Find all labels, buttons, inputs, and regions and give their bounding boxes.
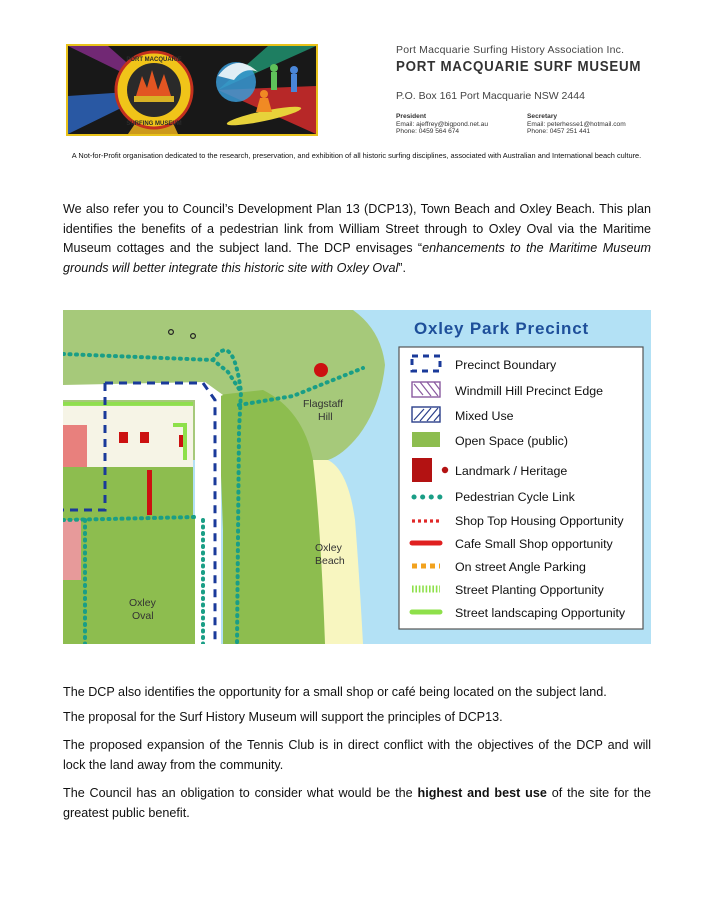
road-vertical xyxy=(195,395,221,644)
label-flagstaff-line1: Flagstaff xyxy=(303,398,344,410)
hatched-parcel-top xyxy=(63,425,87,467)
legend-label-angle-parking: On street Angle Parking xyxy=(455,560,586,574)
legend-label-shop-top-housing: Shop Top Housing Opportunity xyxy=(455,514,624,528)
paragraph-support-dcp13: The proposal for the Surf History Museum will support the principles of DCP13. xyxy=(63,710,503,724)
heritage-building-2 xyxy=(140,432,149,443)
legend-label-pedestrian-link: Pedestrian Cycle Link xyxy=(455,490,575,504)
legend-swatch-landmark-dot xyxy=(442,467,448,473)
president-phone: Phone: 0459 564 674 xyxy=(396,128,460,136)
legend-swatch-landmark xyxy=(412,458,432,482)
paragraph-dcp13-text: We also refer you to Council’s Development Plan 13 (DCP13), Town Beach and Oxley Beach. This plan identifies the benefits of a pedestrian link from William Street through to Oxley Oval via the Maritime Museum cottages and the subject land. The DCP envisages “ xyxy=(63,202,651,256)
logo-text-top: PORT MACQUARIE xyxy=(126,57,182,63)
label-flagstaff-line2: Hill xyxy=(318,411,333,423)
organisation-tagline: A Not-for-Profit organisation dedicated to the research, preservation, and exhibition of all historic surfing disciplines, associated with Australian and International beach culture. xyxy=(71,151,642,160)
legend-label-windmill-edge: Windmill Hill Precinct Edge xyxy=(455,384,604,398)
president-email: Email: ajeffrey@bigpond.net.au xyxy=(396,120,488,128)
postal-address: P.O. Box 161 Port Macquarie NSW 2444 xyxy=(396,90,585,102)
legend-label-mixed-use: Mixed Use xyxy=(455,409,514,423)
street-planting-strip xyxy=(63,402,193,406)
legend-label-cafe-shop: Cafe Small Shop opportunity xyxy=(455,537,613,551)
flagstaff-landmark xyxy=(314,363,328,377)
secretary-contact xyxy=(527,113,626,136)
paragraph-tennis-club-conflict: The proposed expansion of the Tennis Club is in direct conflict with the objectives of the DCP and will lock the land away from the community. xyxy=(63,738,651,772)
label-beach-line1: Oxley xyxy=(315,542,342,554)
paragraph-dcp13-end: ”. xyxy=(398,260,406,275)
org-name: Port Macquarie Surfing History Association Inc. xyxy=(396,44,625,56)
label-oval-line1: Oxley xyxy=(129,597,156,609)
legend-label-street-planting: Street Planting Opportunity xyxy=(455,583,604,597)
paragraph-dcp13-quote: enhancements to the Maritime Museum grounds will better integrate this historic site with Oxley Oval xyxy=(63,241,651,275)
legend-label-street-landscaping: Street landscaping Opportunity xyxy=(455,606,626,620)
label-oval-line2: Oval xyxy=(132,610,154,622)
legend-label-landmark: Landmark / Heritage xyxy=(455,464,568,478)
paragraph-small-shop: The DCP also identifies the opportunity for a small shop or café being located on the subject land. xyxy=(63,685,607,699)
label-beach-line2: Beach xyxy=(315,555,345,567)
secretary-role: Secretary xyxy=(527,113,558,120)
paragraph-highest-best-use xyxy=(63,784,651,823)
hatched-parcel-bottom xyxy=(63,520,81,580)
paragraph-highest-best-use-bold: highest and best use xyxy=(417,786,547,800)
museum-name: PORT MACQUARIE SURF MUSEUM xyxy=(396,59,642,75)
secretary-email: Email: peterhesse1@hotmail.com xyxy=(527,120,626,128)
legend-swatch-open-space xyxy=(412,432,440,447)
legend-label-precinct-boundary: Precinct Boundary xyxy=(455,358,557,372)
logo-text-bottom: SURFING MUSEUM xyxy=(126,121,182,127)
president-role: President xyxy=(396,113,427,120)
paragraph-dcp13 xyxy=(63,200,651,278)
paragraph-highest-best-use-end: of the site for the greatest public benefit. xyxy=(63,786,652,820)
heritage-building-1 xyxy=(119,432,128,443)
map-title: Oxley Park Precinct xyxy=(414,319,589,338)
paragraph-highest-best-use-text: The Council has an obligation to consider what would be the xyxy=(63,786,418,800)
open-space-strip xyxy=(63,465,193,515)
oxley-park-precinct-map xyxy=(63,310,651,644)
secretary-phone: Phone: 0457 251 441 xyxy=(527,128,591,136)
president-contact xyxy=(396,113,488,136)
museum-logo xyxy=(66,44,318,136)
organisation-heading xyxy=(396,44,696,75)
legend-label-open-space: Open Space (public) xyxy=(455,434,568,448)
cafe-small-shop-line xyxy=(147,470,152,515)
